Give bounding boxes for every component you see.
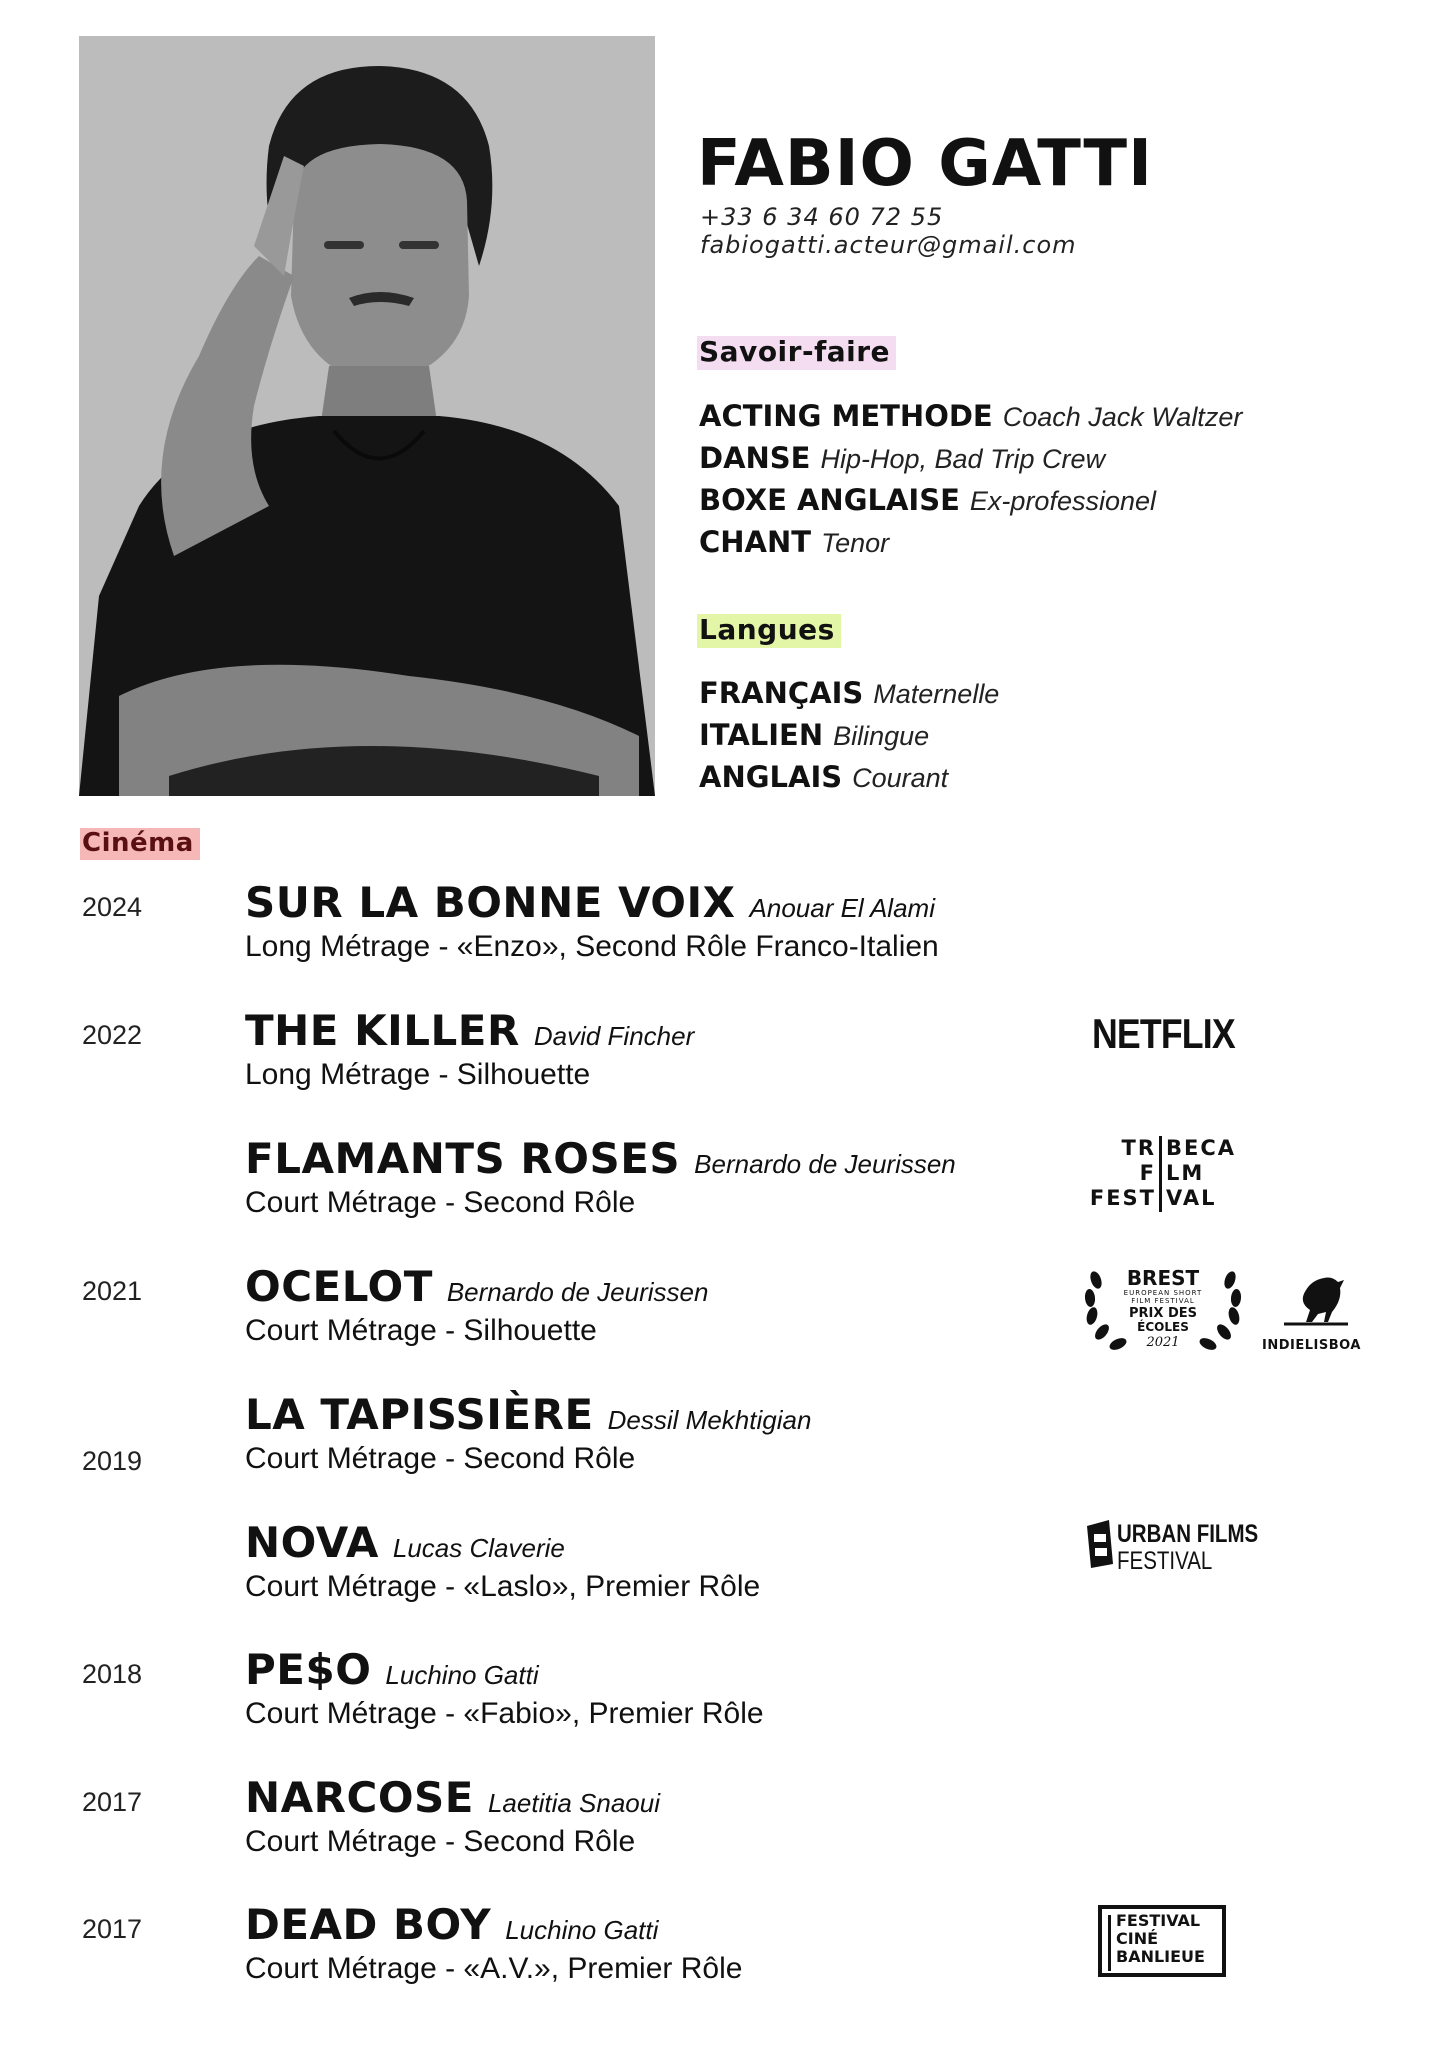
indielisboa-logo: INDIELISBOA — [1262, 1272, 1367, 1352]
film-title: SUR LA BONNE VOIX Anouar El Alami — [245, 878, 935, 927]
netflix-logo: NETFLIX — [1092, 1010, 1235, 1057]
film-director: Luchino Gatti — [505, 1915, 659, 1945]
film-year: 2018 — [82, 1659, 143, 1689]
film-year: 2024 — [82, 892, 143, 922]
savoir-faire-title: Savoir-faire — [697, 336, 896, 370]
film-year: 2017 — [82, 1914, 143, 1944]
film-description: Court Métrage - Second Rôle — [245, 1186, 636, 1219]
film-year: 2017 — [82, 1787, 143, 1817]
actor-name: FABIO GATTI — [697, 127, 1153, 201]
brest-festival-laurel-logo: BREST EUROPEAN SHORT FILM FESTIVAL PRIX DES ÉCOLES 2021 — [1080, 1260, 1246, 1356]
language-item: FRANÇAIS Maternelle — [699, 676, 1000, 710]
film-director: Dessil Mekhtigian — [607, 1405, 812, 1435]
film-director: David Fincher — [533, 1021, 695, 1051]
tribeca-film-festival-logo: TR BECA F LM FEST VAL — [1089, 1136, 1237, 1210]
film-title: NOVA Lucas Claverie — [245, 1518, 565, 1567]
film-description: Court Métrage - Silhouette — [245, 1314, 597, 1347]
phone-number[interactable]: +33 6 34 60 72 55 — [700, 203, 944, 231]
language-item: ITALIEN Bilingue — [699, 718, 930, 752]
film-description: Court Métrage - «Laslo», Premier Rôle — [245, 1570, 761, 1603]
film-year: 2022 — [82, 1020, 143, 1050]
film-description: Court Métrage - Second Rôle — [245, 1825, 636, 1858]
skill-item: BOXE ANGLAISE Ex-professionel — [699, 483, 1157, 517]
film-description: Court Métrage - Second Rôle — [245, 1442, 636, 1475]
language-item: ANGLAIS Courant — [699, 760, 949, 794]
film-description: Court Métrage - «Fabio», Premier Rôle — [245, 1697, 764, 1730]
langues-title: Langues — [697, 614, 841, 648]
skill-item: CHANT Tenor — [699, 525, 890, 559]
film-description: Long Métrage - Silhouette — [245, 1058, 591, 1091]
portrait-photo — [79, 36, 655, 796]
film-title: FLAMANTS ROSES Bernardo de Jeurissen — [245, 1134, 956, 1183]
crow-icon — [1276, 1272, 1356, 1332]
film-director: Bernardo de Jeurissen — [694, 1149, 956, 1179]
film-title: LA TAPISSIÈRE Dessil Mekhtigian — [245, 1390, 812, 1439]
film-title: PE$O Luchino Gatti — [245, 1645, 539, 1694]
film-reel-icon — [1085, 1520, 1115, 1568]
film-title: NARCOSE Laetitia Snaoui — [245, 1773, 660, 1822]
film-description: Long Métrage - «Enzo», Second Rôle Franco-Italien — [245, 930, 939, 963]
skill-item: ACTING METHODE Coach Jack Waltzer — [699, 399, 1243, 433]
film-year: 2019 — [82, 1446, 143, 1476]
film-director: Lucas Claverie — [392, 1533, 565, 1563]
film-director: Luchino Gatti — [385, 1660, 539, 1690]
film-title: DEAD BOY Luchino Gatti — [245, 1900, 659, 1949]
film-title: OCELOT Bernardo de Jeurissen — [245, 1262, 709, 1311]
cinema-title: Cinéma — [80, 828, 200, 860]
festival-cine-banlieue-logo: FESTIVAL CINÉ BANLIEUE — [1098, 1905, 1226, 1977]
skill-item: DANSE Hip-Hop, Bad Trip Crew — [699, 441, 1106, 475]
email-address[interactable]: fabiogatti.acteur@gmail.com — [700, 231, 1077, 259]
film-year: 2021 — [82, 1276, 143, 1306]
film-description: Court Métrage - «A.V.», Premier Rôle — [245, 1952, 743, 1985]
urban-films-festival-logo: URBAN FILMS FESTIVAL — [1085, 1520, 1255, 1580]
film-director: Laetitia Snaoui — [487, 1788, 660, 1818]
film-director: Anouar El Alami — [749, 893, 935, 923]
film-director: Bernardo de Jeurissen — [446, 1277, 709, 1307]
film-title: THE KILLER David Fincher — [245, 1006, 695, 1055]
